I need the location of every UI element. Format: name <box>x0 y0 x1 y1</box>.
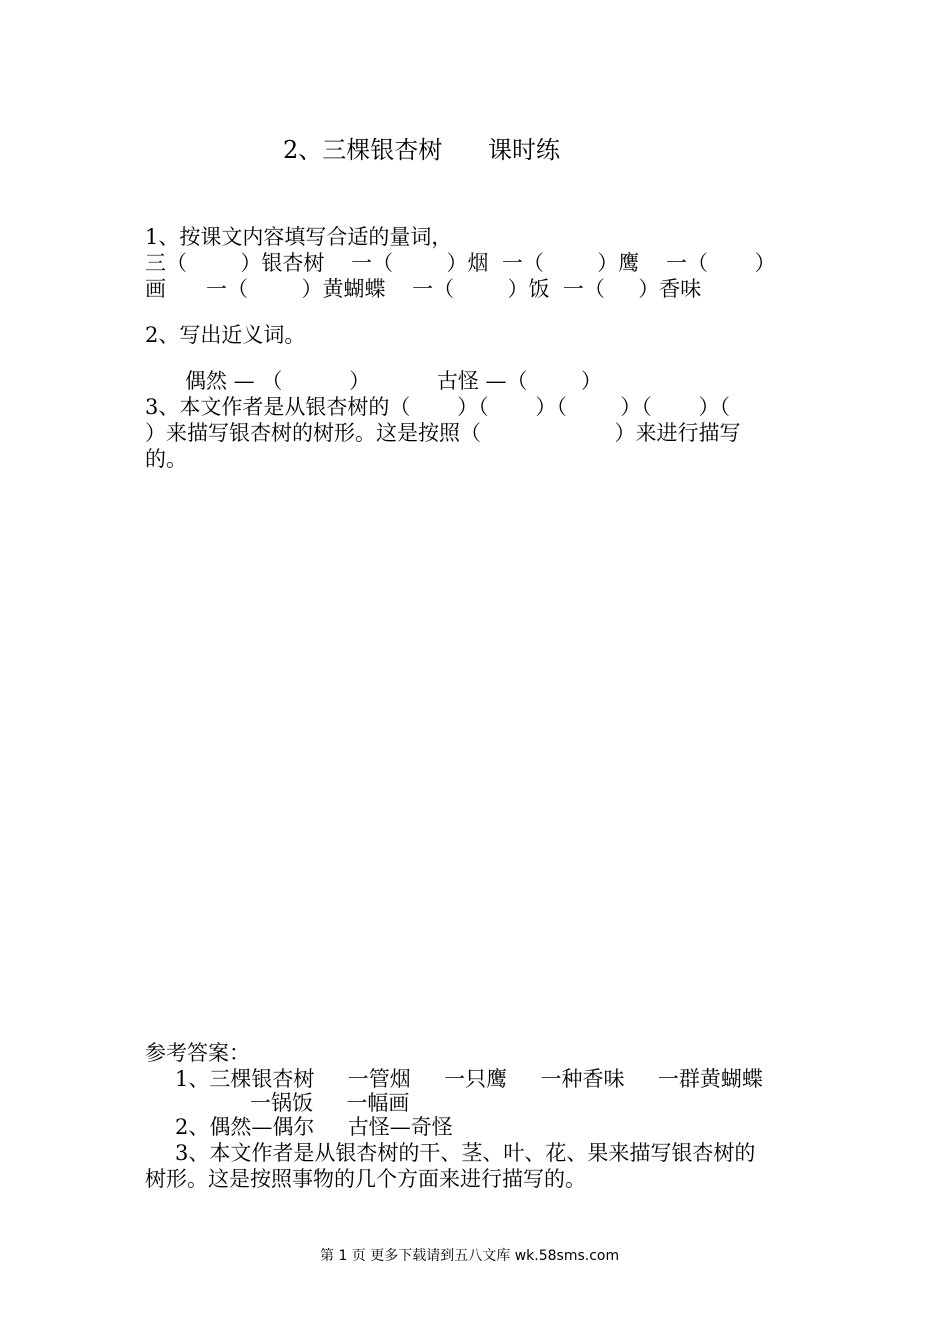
page-footer: 第 1 页 更多下载请到五八文库 wk.58sms.com <box>320 1248 620 1264</box>
question-2-heading: 2、写出近义词。 <box>145 323 306 347</box>
answer-1-line-1: 1、三棵银杏树 一管烟 一只鹰 一种香味 一群黄蝴蝶 <box>175 1067 763 1091</box>
question-3-line-3: 的。 <box>145 447 187 471</box>
answer-3-line-2: 树形。这是按照事物的几个方面来进行描写的。 <box>145 1167 586 1191</box>
question-3-line-2: ）来描写银杏树的树形。这是按照（ ）来进行描写 <box>145 421 741 445</box>
answer-2: 2、偶然—偶尔 古怪—奇怪 <box>175 1115 453 1139</box>
question-2-line-1: 偶然 — （ ） 古怪 —（ ） <box>185 369 602 393</box>
answer-1-line-2: 一锅饭 一幅画 <box>250 1091 410 1115</box>
answers-heading: 参考答案： <box>145 1041 250 1065</box>
page-title: 2、三棵银杏树 课时练 <box>283 136 561 164</box>
question-1-heading: 1、按课文内容填写合适的量词， <box>145 225 453 249</box>
question-1-line-1: 三（ ）银杏树 一（ ）烟 一（ ）鹰 一（ ） <box>145 251 776 275</box>
question-3-line-1: 3、本文作者是从银杏树的（ ）（ ）（ ）（ ）（ <box>145 395 730 419</box>
question-1-line-2: 画 一（ ）黄蝴蝶 一（ ）饭 一（ ）香味 <box>145 277 702 301</box>
answer-3-line-1: 3、本文作者是从银杏树的干、茎、叶、花、果来描写银杏树的 <box>175 1141 756 1165</box>
